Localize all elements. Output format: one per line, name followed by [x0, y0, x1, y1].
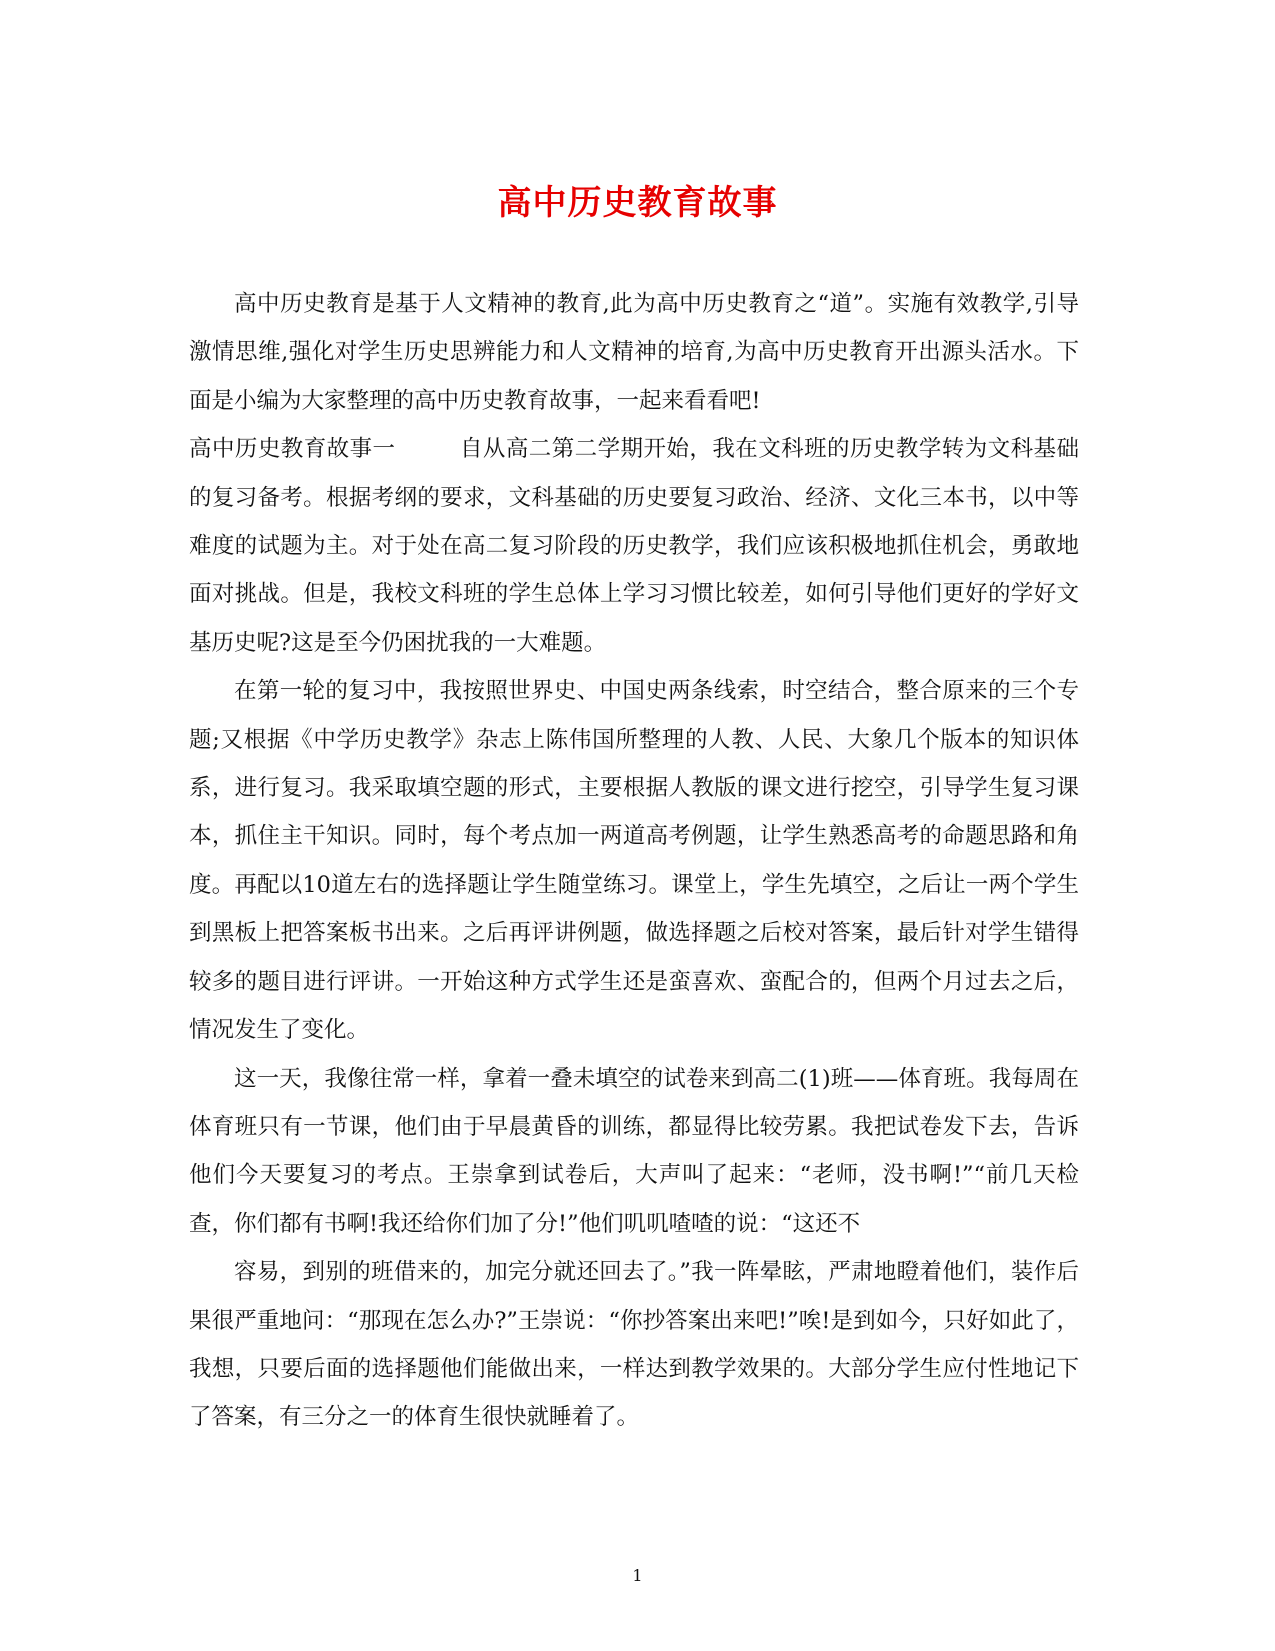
document-title: 高中历史教育故事 — [497, 183, 778, 223]
story-heading: 高中历史教育故事一 — [189, 436, 396, 463]
classroom-paragraph: 这一天，我像往常一样，拿着一叠未填空的试卷来到高二(1)班——体育班。我每周在体育班只有一节课，他们由于早晨黄昏的训练，都显得比较劳累。我把试卷发下去，告诉他们今天要复习的考点。王崇拿到试卷后，大声叫了起来：“老师，没书啊!”“前几天检查，你们都有书啊!我还给你们加了分!”他们叽叽喳喳的说：“这还不 — [189, 1065, 1079, 1237]
review-paragraph: 在第一轮的复习中，我按照世界史、中国史两条线索，时空结合，整合原来的三个专题;又根据《中学历史教学》杂志上陈伟国所整理的人教、人民、大象几个版本的知识体系，进行复习。我采取填空题的形式，主要根据人教版的课文进行挖空，引导学生复习课本，抓住主干知识。同时，每个考点加一两道高考例题，让学生熟悉高考的命题思路和角度。再配以10道左右的选择题让学生随堂练习。课堂上，学生先填空，之后让一两个学生到黑板上把答案板书出来。之后再评讲例题，做选择题之后校对答案，最后针对学生错得较多的题目进行评讲。一开始这种方式学生还是蛮喜欢、蛮配合的，但两个月过去之后，情况发生了变化。 — [189, 678, 1079, 1044]
page-number: 1 — [632, 1566, 643, 1585]
document-body — [189, 280, 1079, 1442]
story-paragraph — [189, 425, 1079, 667]
response-paragraph: 容易，到别的班借来的，加完分就还回去了。”我一阵晕眩，严肃地瞪着他们，装作后果很严重地问：“那现在怎么办?”王崇说：“你抄答案出来吧!”唉!是到如今，只好如此了，我想，只要后面的选择题他们能做出来，一样达到教学效果的。大部分学生应付性地记下了答案，有三分之一的体育生很快就睡着了。 — [189, 1259, 1079, 1431]
story-paragraph-text: 自从高二第二学期开始，我在文科班的历史教学转为文科基础的复习备考。根据考纲的要求，文科基础的历史要复习政治、经济、文化三本书，以中等难度的试题为主。对于处在高二复习阶段的历史教学，我们应该积极地抓住机会，勇敢地面对挑战。但是，我校文科班的学生总体上学习习惯比较差，如何引导他们更好的学好文基历史呢?这是至今仍困扰我的一大难题。 — [189, 436, 1079, 656]
intro-paragraph: 高中历史教育是基于人文精神的教育,此为高中历史教育之“道”。实施有效教学,引导激情思维,强化对学生历史思辨能力和人文精神的培育,为高中历史教育开出源头活水。下面是小编为大家整理的高中历史教育故事，一起来看看吧! — [189, 291, 1079, 414]
